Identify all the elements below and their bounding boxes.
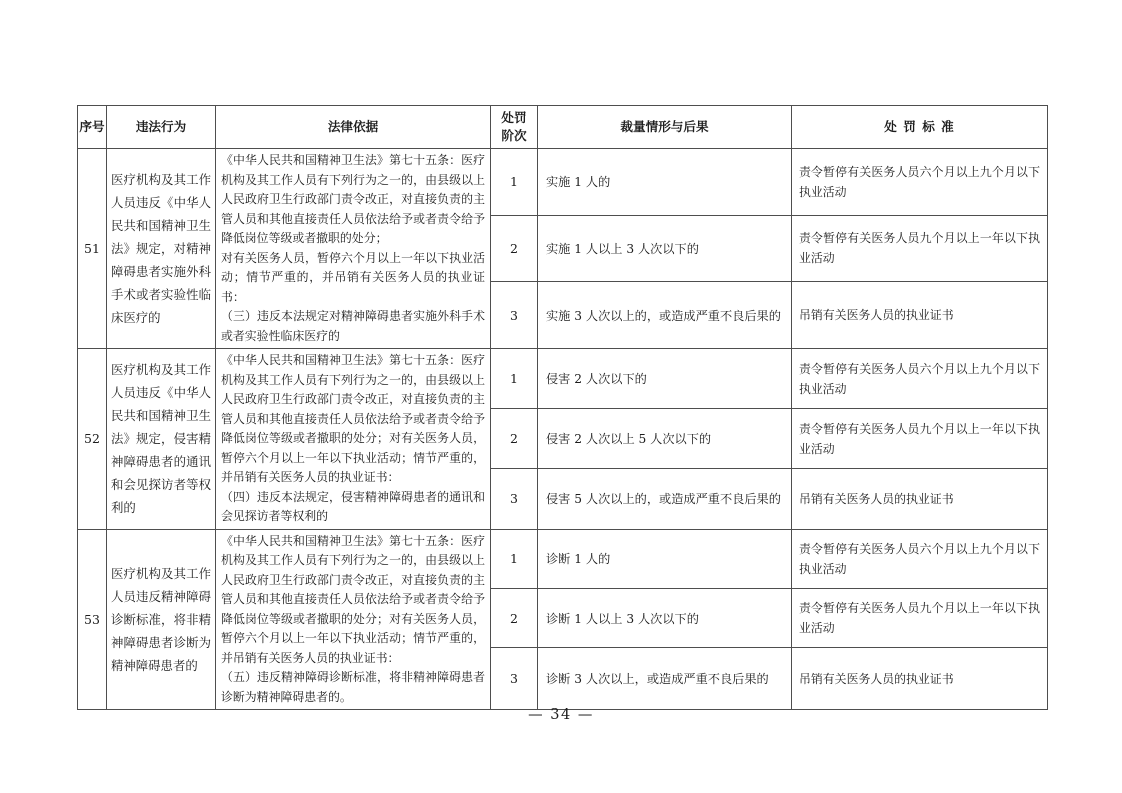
circumstance-cell: 诊断 1 人的 bbox=[538, 529, 792, 588]
violation-cell: 医疗机构及其工作人员违反《中华人民共和国精神卫生法》规定，侵害精神障碍患者的通讯和会见探访者等权利的 bbox=[107, 349, 216, 530]
circumstance-cell: 诊断 1 人以上 3 人次以下的 bbox=[538, 588, 792, 647]
penalty-level-cell: 2 bbox=[491, 409, 538, 469]
legal-basis-paragraph: 《中华人民共和国精神卫生法》第七十五条：医疗机构及其工作人员有下列行为之一的，由县级以上人民政府卫生行政部门责令改正，对直接负责的主管人员和其他直接责任人员依法给予或者责令给予降低岗位等级或者撤职的处分；对有关医务人员，暂停六个月以上一年以下执业活动；情节严重的，并吊销有关医务人员的执业证书： bbox=[221, 533, 485, 665]
legal-basis-cell bbox=[216, 149, 491, 349]
penalty-standard-cell: 责令暂停有关医务人员九个月以上一年以下执业活动 bbox=[792, 588, 1048, 647]
col-header-legal-basis: 法律依据 bbox=[216, 106, 491, 149]
penalty-standard-cell: 责令暂停有关医务人员九个月以上一年以下执业活动 bbox=[792, 215, 1048, 282]
circumstance-cell: 侵害 5 人次以上的，或造成严重不良后果的 bbox=[538, 469, 792, 529]
legal-basis-cell bbox=[216, 349, 491, 530]
col-header-seq-number: 序号 bbox=[78, 106, 107, 149]
legal-basis-cell bbox=[216, 529, 491, 710]
penalty-standard-cell: 责令暂停有关医务人员六个月以上九个月以下执业活动 bbox=[792, 349, 1048, 409]
violation-cell: 医疗机构及其工作人员违反《中华人民共和国精神卫生法》规定，对精神障碍患者实施外科手术或者实验性临床医疗的 bbox=[107, 149, 216, 349]
table-row bbox=[78, 349, 1048, 409]
legal-basis-paragraph: 《中华人民共和国精神卫生法》第七十五条：医疗机构及其工作人员有下列行为之一的，由县级以上人民政府卫生行政部门责令改正，对直接负责的主管人员和其他直接责任人员依法给予或者责令给予降低岗位等级或者撤职的处分； bbox=[221, 153, 485, 245]
legal-basis-paragraph: 对有关医务人员，暂停六个月以上一年以下执业活动；情节严重的，并吊销有关医务人员的执业证书： bbox=[221, 250, 485, 304]
penalty-level-cell: 1 bbox=[491, 529, 538, 588]
seq-number-cell: 51 bbox=[78, 149, 107, 349]
seq-number-cell: 52 bbox=[78, 349, 107, 530]
table-row bbox=[78, 529, 1048, 588]
violation-cell: 医疗机构及其工作人员违反精神障碍诊断标准，将非精神障碍患者诊断为精神障碍患者的 bbox=[107, 529, 216, 710]
seq-number-cell: 53 bbox=[78, 529, 107, 710]
penalty-standard-cell: 吊销有关医务人员的执业证书 bbox=[792, 282, 1048, 349]
col-header-circumstance: 裁量情形与后果 bbox=[538, 106, 792, 149]
penalty-level-cell: 3 bbox=[491, 469, 538, 529]
circumstance-cell: 实施 1 人的 bbox=[538, 149, 792, 216]
penalty-level-cell: 3 bbox=[491, 648, 538, 710]
penalty-level-cell: 2 bbox=[491, 588, 538, 647]
penalty-standard-cell: 吊销有关医务人员的执业证书 bbox=[792, 648, 1048, 710]
penalty-standards-table bbox=[77, 105, 1048, 710]
penalty-standard-cell: 责令暂停有关医务人员九个月以上一年以下执业活动 bbox=[792, 409, 1048, 469]
penalty-level-cell: 3 bbox=[491, 282, 538, 349]
penalty-standard-cell: 责令暂停有关医务人员六个月以上九个月以下执业活动 bbox=[792, 149, 1048, 216]
legal-basis-paragraph: （五）违反精神障碍诊断标准，将非精神障碍患者诊断为精神障碍患者的。 bbox=[221, 670, 485, 704]
penalty-standard-cell: 吊销有关医务人员的执业证书 bbox=[792, 469, 1048, 529]
legal-basis-paragraph: （四）违反本法规定，侵害精神障碍患者的通讯和会见探访者等权利的 bbox=[221, 489, 485, 523]
legal-basis-paragraph: （三）违反本法规定对精神障碍患者实施外科手术或者实验性临床医疗的 bbox=[221, 309, 485, 343]
legal-basis-paragraph: 《中华人民共和国精神卫生法》第七十五条：医疗机构及其工作人员有下列行为之一的，由县级以上人民政府卫生行政部门责令改正，对直接负责的主管人员和其他直接责任人员依法给予或者责令给予降低岗位等级或者撤职的处分；对有关医务人员，暂停六个月以上一年以下执业活动；情节严重的，并吊销有关医务人员的执业证书： bbox=[221, 353, 485, 484]
circumstance-cell: 侵害 2 人次以下的 bbox=[538, 349, 792, 409]
col-header-penalty-standard: 处 罚 标 准 bbox=[792, 106, 1048, 149]
circumstance-cell: 实施 1 人以上 3 人次以下的 bbox=[538, 215, 792, 282]
table-header-row bbox=[78, 106, 1048, 149]
penalty-level-cell: 2 bbox=[491, 215, 538, 282]
circumstance-cell: 诊断 3 人次以上，或造成严重不良后果的 bbox=[538, 648, 792, 710]
col-header-violation: 违法行为 bbox=[107, 106, 216, 149]
table-row bbox=[78, 149, 1048, 216]
circumstance-cell: 侵害 2 人次以上 5 人次以下的 bbox=[538, 409, 792, 469]
penalty-level-cell: 1 bbox=[491, 149, 538, 216]
penalty-level-cell: 1 bbox=[491, 349, 538, 409]
penalty-standard-cell: 责令暂停有关医务人员六个月以上九个月以下执业活动 bbox=[792, 529, 1048, 588]
page-number: — 34 — bbox=[528, 707, 594, 723]
circumstance-cell: 实施 3 人次以上的，或造成严重不良后果的 bbox=[538, 282, 792, 349]
col-header-penalty-level: 处罚阶次 bbox=[491, 106, 538, 149]
